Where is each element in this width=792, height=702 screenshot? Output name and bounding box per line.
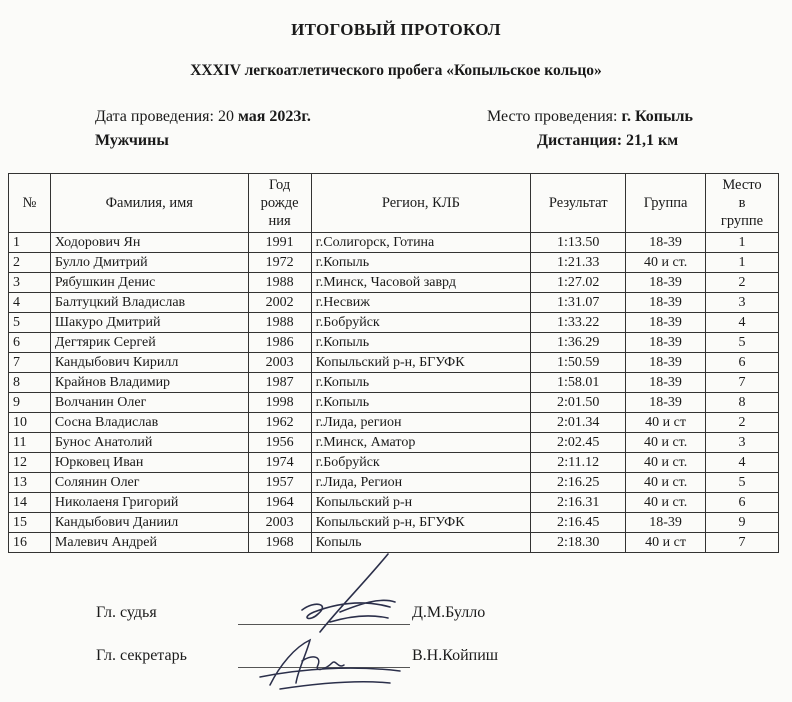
birth-year: 1964 — [248, 493, 311, 513]
result-time: 2:02.45 — [531, 433, 626, 453]
row-number: 10 — [9, 413, 51, 433]
region-club: г.Копыль — [311, 373, 531, 393]
athlete-name: Сосна Владислав — [50, 413, 248, 433]
result-time: 1:50.59 — [531, 353, 626, 373]
age-group: 18-39 — [626, 233, 706, 253]
row-number: 6 — [9, 333, 51, 353]
row-number: 12 — [9, 453, 51, 473]
row-number: 13 — [9, 473, 51, 493]
age-group: 40 и ст. — [626, 473, 706, 493]
region-club: г.Лида, Регион — [311, 473, 531, 493]
region-club: Копыльский р-н — [311, 493, 531, 513]
age-group: 18-39 — [626, 333, 706, 353]
birth-year: 2002 — [248, 293, 311, 313]
table-header-row — [9, 174, 779, 233]
group-place: 2 — [706, 273, 779, 293]
result-time: 2:01.34 — [531, 413, 626, 433]
birth-year: 1988 — [248, 313, 311, 333]
event-date — [95, 108, 311, 126]
result-time: 1:58.01 — [531, 373, 626, 393]
header-year: Год рожде ния — [248, 174, 311, 233]
table-row — [9, 393, 779, 413]
result-time: 1:27.02 — [531, 273, 626, 293]
age-group: 40 и ст. — [626, 433, 706, 453]
row-number: 9 — [9, 393, 51, 413]
secretary-name: В.Н.Койпиш — [412, 647, 499, 664]
date-label: Дата проведения: 20 — [95, 108, 234, 125]
age-group: 18-39 — [626, 273, 706, 293]
athlete-name: Бунос Анатолий — [50, 433, 248, 453]
birth-year: 1986 — [248, 333, 311, 353]
age-group: 18-39 — [626, 313, 706, 333]
birth-year: 2003 — [248, 353, 311, 373]
secretary-signature-image — [240, 625, 410, 695]
race-distance: Дистанция: 21,1 км — [537, 132, 679, 149]
birth-year: 1998 — [248, 393, 311, 413]
event-subtitle: XXXIV легкоатлетического пробега «Копыльское кольцо» — [190, 62, 602, 79]
group-place: 5 — [706, 333, 779, 353]
birth-year: 1968 — [248, 533, 311, 553]
region-club: г.Копыль — [311, 393, 531, 413]
region-club: г.Копыль — [311, 253, 531, 273]
athlete-name: Солянин Олег — [50, 473, 248, 493]
athlete-name: Балтуцкий Владислав — [50, 293, 248, 313]
place-value: г. Копыль — [621, 108, 693, 125]
event-place — [487, 108, 693, 126]
results-body — [9, 233, 779, 553]
group-place: 6 — [706, 353, 779, 373]
region-club: г.Минск, Аматор — [311, 433, 531, 453]
group-place: 1 — [706, 233, 779, 253]
results-table — [8, 173, 779, 553]
region-club: Копыль — [311, 533, 531, 553]
table-row — [9, 253, 779, 273]
group-place: 2 — [706, 413, 779, 433]
result-time: 2:11.12 — [531, 453, 626, 473]
age-group: 18-39 — [626, 513, 706, 533]
age-group: 18-39 — [626, 373, 706, 393]
birth-year: 1957 — [248, 473, 311, 493]
birth-year: 1991 — [248, 233, 311, 253]
row-number: 11 — [9, 433, 51, 453]
date-value: мая 2023г. — [237, 108, 311, 125]
result-time: 2:01.50 — [531, 393, 626, 413]
athlete-name: Юрковец Иван — [50, 453, 248, 473]
row-number: 3 — [9, 273, 51, 293]
region-club: Копыльский р-н, БГУФК — [311, 513, 531, 533]
row-number: 14 — [9, 493, 51, 513]
group-place: 3 — [706, 293, 779, 313]
group-place: 7 — [706, 533, 779, 553]
athlete-name: Волчанин Олег — [50, 393, 248, 413]
result-time: 1:21.33 — [531, 253, 626, 273]
athlete-name: Ходорович Ян — [50, 233, 248, 253]
judge-label: Гл. судья — [96, 604, 157, 621]
header-result: Результат — [531, 174, 626, 233]
athlete-name: Рябушкин Денис — [50, 273, 248, 293]
group-place: 3 — [706, 433, 779, 453]
age-group: 40 и ст. — [626, 493, 706, 513]
group-place: 1 — [706, 253, 779, 273]
table-row — [9, 333, 779, 353]
result-time: 1:31.07 — [531, 293, 626, 313]
result-time: 1:13.50 — [531, 233, 626, 253]
region-club: г.Копыль — [311, 333, 531, 353]
table-row — [9, 353, 779, 373]
athlete-name: Малевич Андрей — [50, 533, 248, 553]
age-group: 40 и ст. — [626, 453, 706, 473]
secretary-label: Гл. секретарь — [96, 647, 187, 664]
age-group: 40 и ст — [626, 533, 706, 553]
age-group: 18-39 — [626, 353, 706, 373]
row-number: 5 — [9, 313, 51, 333]
group-place: 8 — [706, 393, 779, 413]
table-row — [9, 413, 779, 433]
group-place: 7 — [706, 373, 779, 393]
athlete-name: Дегтярик Сергей — [50, 333, 248, 353]
region-club: г.Лида, регион — [311, 413, 531, 433]
birth-year: 1962 — [248, 413, 311, 433]
age-group: 18-39 — [626, 293, 706, 313]
group-place: 5 — [706, 473, 779, 493]
birth-year: 1987 — [248, 373, 311, 393]
table-row — [9, 513, 779, 533]
row-number: 15 — [9, 513, 51, 533]
row-number: 1 — [9, 233, 51, 253]
result-time: 1:36.29 — [531, 333, 626, 353]
result-time: 2:16.25 — [531, 473, 626, 493]
result-time: 2:16.31 — [531, 493, 626, 513]
row-number: 4 — [9, 293, 51, 313]
table-row — [9, 313, 779, 333]
group-place: 4 — [706, 453, 779, 473]
group-place: 6 — [706, 493, 779, 513]
row-number: 16 — [9, 533, 51, 553]
place-label: Место проведения: — [487, 108, 618, 125]
athlete-name: Крайнов Владимир — [50, 373, 248, 393]
athlete-name: Булло Дмитрий — [50, 253, 248, 273]
group-place: 4 — [706, 313, 779, 333]
group-place: 9 — [706, 513, 779, 533]
table-row — [9, 433, 779, 453]
header-name: Фамилия, имя — [50, 174, 248, 233]
region-club: г.Солигорск, Готина — [311, 233, 531, 253]
header-group: Группа — [626, 174, 706, 233]
result-time: 2:18.30 — [531, 533, 626, 553]
row-number: 7 — [9, 353, 51, 373]
region-club: Копыльский р-н, БГУФК — [311, 353, 531, 373]
age-group: 40 и ст. — [626, 253, 706, 273]
athlete-name: Кандыбович Даниил — [50, 513, 248, 533]
table-row — [9, 293, 779, 313]
table-row — [9, 473, 779, 493]
table-row — [9, 453, 779, 473]
result-time: 2:16.45 — [531, 513, 626, 533]
region-club: г.Минск, Часовой заврд — [311, 273, 531, 293]
row-number: 8 — [9, 373, 51, 393]
age-group: 40 и ст — [626, 413, 706, 433]
document-title: ИТОГОВЫЙ ПРОТОКОЛ — [291, 20, 501, 39]
birth-year: 1974 — [248, 453, 311, 473]
birth-year: 1972 — [248, 253, 311, 273]
header-place: Место в группе — [706, 174, 779, 233]
region-club: г.Несвиж — [311, 293, 531, 313]
athlete-name: Николаеня Григорий — [50, 493, 248, 513]
gender-category: Мужчины — [95, 132, 169, 149]
table-row — [9, 533, 779, 553]
age-group: 18-39 — [626, 393, 706, 413]
header-region: Регион, КЛБ — [311, 174, 531, 233]
header-num: № — [9, 174, 51, 233]
result-time: 1:33.22 — [531, 313, 626, 333]
table-row — [9, 493, 779, 513]
region-club: г.Бобруйск — [311, 313, 531, 333]
athlete-name: Кандыбович Кирилл — [50, 353, 248, 373]
birth-year: 2003 — [248, 513, 311, 533]
row-number: 2 — [9, 253, 51, 273]
table-row — [9, 273, 779, 293]
birth-year: 1956 — [248, 433, 311, 453]
birth-year: 1988 — [248, 273, 311, 293]
region-club: г.Бобруйск — [311, 453, 531, 473]
table-row — [9, 233, 779, 253]
judge-name: Д.М.Булло — [412, 604, 486, 621]
athlete-name: Шакуро Дмитрий — [50, 313, 248, 333]
table-row — [9, 373, 779, 393]
